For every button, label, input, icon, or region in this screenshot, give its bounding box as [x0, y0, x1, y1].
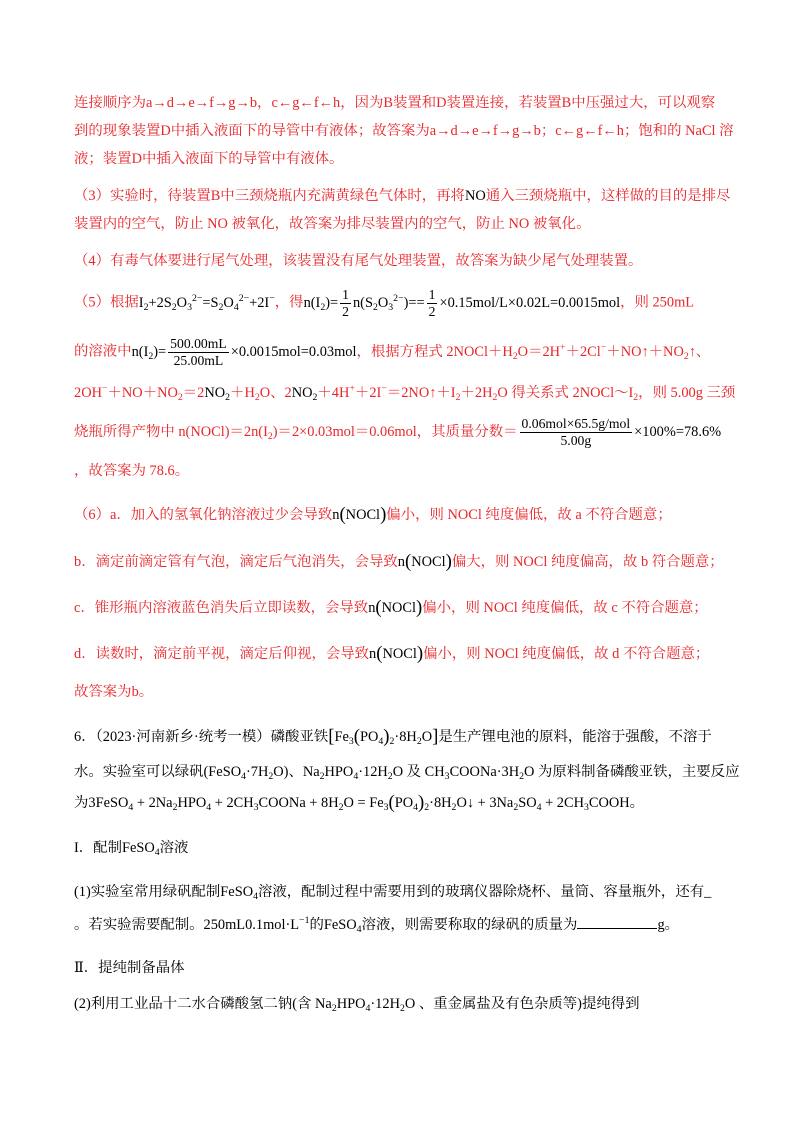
- text: +2I: [249, 294, 270, 311]
- text: + 2Na: [133, 795, 173, 811]
- question-1-line-2: [74, 915, 679, 935]
- answer-blank: [577, 915, 657, 929]
- text-run: [74, 840, 122, 856]
- superscript: 2−: [238, 292, 250, 304]
- text-run: [317, 383, 736, 404]
- text-run: [74, 95, 715, 111]
- subscript: 2: [389, 736, 395, 748]
- text: 的溶液中: [74, 343, 132, 360]
- text: c．锥形瓶内溶液蓝色消失后立即读数，会导致: [74, 600, 369, 616]
- text: SO: [518, 795, 537, 811]
- section-heading-1: [74, 838, 188, 858]
- text: ，故答案为 78.6。: [74, 463, 190, 479]
- text: n: [332, 507, 340, 523]
- text: ·12H: [370, 996, 400, 1012]
- text: 为: [74, 795, 89, 811]
- text: （6）a．加入的氢氧化钠溶液过少会导致: [74, 507, 333, 523]
- text-run: [258, 884, 711, 900]
- fraction-denominator: 25.00mL: [173, 352, 224, 368]
- text: NO: [291, 385, 313, 401]
- text: +2S: [148, 294, 172, 311]
- subscript: 3: [388, 301, 394, 313]
- formula: [368, 597, 423, 619]
- subscript: 4: [536, 802, 542, 814]
- text: ，得: [274, 294, 304, 311]
- text: 3FeSO: [88, 795, 129, 811]
- text: HPO: [177, 795, 207, 811]
- text: ＋NO＋NO: [107, 385, 178, 401]
- text: COOH: [588, 795, 630, 811]
- formula: [220, 884, 258, 903]
- solution-line-16: [74, 682, 153, 702]
- text: 。若实验需要配制。250mL0.1mol·L: [74, 917, 300, 933]
- text: 、重金属盐及有色杂质等)提纯得到: [415, 996, 640, 1012]
- text: COONa + 8H: [258, 795, 339, 811]
- text: O)、Na: [273, 764, 320, 780]
- text: ↑、: [688, 343, 711, 360]
- text: O: [223, 294, 234, 311]
- text: =S: [202, 294, 219, 311]
- subscript: 3: [348, 736, 354, 748]
- text: PO: [360, 729, 379, 745]
- text: n: [397, 554, 405, 570]
- subscript: 3: [444, 771, 450, 783]
- text-run: [362, 917, 679, 933]
- question-2-line-1: [74, 994, 640, 1014]
- bracket: (: [376, 643, 383, 665]
- text: 2OH: [74, 385, 102, 401]
- text: （4）有毒气体要进行尾气处理，该装置没有尾气处理装置，故答案为缺少尾气处理装置。: [74, 253, 643, 269]
- text-run: [423, 646, 709, 662]
- text-run: [620, 295, 694, 311]
- subscript: 2: [492, 392, 498, 404]
- text-run: [74, 729, 328, 745]
- text: ×100%=78.6%: [634, 423, 722, 440]
- superscript: −: [600, 341, 607, 353]
- solution-line-4: [74, 186, 730, 206]
- text: FeSO: [220, 884, 254, 900]
- subscript: 3: [253, 802, 259, 814]
- bracket: ): [380, 504, 387, 526]
- fraction: [168, 336, 229, 368]
- formula: [369, 643, 424, 665]
- superscript: −: [101, 383, 108, 395]
- text: I．配制: [74, 840, 122, 856]
- text: ·8H: [394, 729, 417, 745]
- subscript: 4: [356, 924, 362, 936]
- text-run: [386, 507, 671, 523]
- text-run: [74, 884, 220, 900]
- text: ，则 5.00g 三颈: [638, 385, 736, 401]
- text: O↓ + 3Na: [456, 795, 514, 811]
- subscript: 2: [225, 392, 231, 404]
- text: O、2: [259, 385, 292, 401]
- fraction-denominator: 2: [428, 303, 436, 319]
- subscript: 2: [455, 392, 461, 404]
- text-run: [74, 646, 369, 662]
- text: O = Fe: [343, 795, 384, 811]
- subscript: 4: [206, 802, 212, 814]
- subscript: 4: [253, 891, 258, 903]
- solution-line-7: [74, 287, 694, 319]
- solution-line-14: [74, 598, 708, 618]
- text-run: [74, 383, 205, 404]
- text: NO: [204, 385, 226, 401]
- fraction-numerator: 1: [428, 287, 436, 302]
- formula: [131, 336, 357, 368]
- superscript: −: [269, 292, 275, 304]
- subscript: 3: [584, 802, 589, 814]
- text: O: [377, 294, 389, 311]
- text-run: [230, 385, 292, 404]
- subscript: 4: [365, 1003, 371, 1015]
- text: （5）根据: [74, 294, 139, 311]
- fraction: [520, 416, 633, 448]
- subscript: 2: [683, 350, 689, 362]
- subscript: 2: [513, 802, 519, 814]
- subscript: 2: [416, 736, 422, 748]
- text-run: [415, 996, 639, 1012]
- text-run: [74, 917, 324, 933]
- text: 溶液: [159, 840, 189, 856]
- text-run: [74, 344, 132, 360]
- question-intro-line-1: [74, 727, 712, 747]
- subscript: 2: [267, 430, 273, 442]
- text-run: [356, 341, 711, 362]
- text: NOCl: [381, 600, 417, 616]
- text-run: [275, 295, 304, 311]
- text-run: [74, 795, 88, 811]
- formula: [291, 385, 318, 404]
- subscript: 2: [387, 771, 393, 783]
- text-run: [74, 960, 185, 976]
- subscript: 2: [268, 771, 274, 783]
- text-run: [630, 795, 644, 811]
- bracket: ): [416, 597, 423, 619]
- subscript: 2: [312, 392, 318, 404]
- text: ×0.0015mol=0.03mol: [230, 343, 357, 360]
- text: + 2CH: [541, 795, 584, 811]
- formula: [465, 188, 486, 204]
- formula: [397, 551, 452, 573]
- text: NOCl: [382, 646, 417, 662]
- text: ·7H: [246, 764, 269, 780]
- text-run: [74, 123, 734, 139]
- text-run: [74, 554, 398, 570]
- text-run: [486, 188, 731, 204]
- superscript: +: [560, 341, 566, 353]
- solution-line-12: [74, 505, 672, 525]
- superscript: 2−: [393, 292, 404, 304]
- bracket: (: [339, 504, 346, 526]
- text: 装置内的空气，防止 NO 被氧化，故答案为排尽装置内的空气，防止 NO 被氧化。: [74, 216, 591, 232]
- text: Na: [315, 996, 332, 1012]
- text: ，则 250mL: [620, 294, 695, 311]
- bracket: ): [418, 792, 425, 814]
- text: ＋H: [230, 385, 255, 401]
- text: b．滴定前滴定管有气泡，滴定后气泡消失，会导致: [74, 554, 398, 570]
- formula: [323, 917, 362, 936]
- text: )=: [153, 343, 167, 360]
- formula: [518, 416, 722, 448]
- bracket: (: [353, 726, 360, 748]
- formula: [303, 287, 621, 319]
- subscript: 2: [218, 301, 224, 313]
- formula: [204, 385, 231, 404]
- formula: [121, 840, 160, 859]
- text: ＝2NO↑＋I: [386, 385, 456, 401]
- text: 水。实验室可以绿矾(FeSO: [74, 764, 242, 780]
- text: O 为原料制备磷酸亚铁，主要反应: [524, 764, 740, 780]
- text-run: [74, 996, 315, 1012]
- subscript: 4: [413, 802, 419, 814]
- text: O: [404, 996, 416, 1012]
- text: 偏小，则 NOCl 纯度偏低，故 a 不符合题意；: [386, 507, 672, 523]
- text-run: [74, 600, 368, 616]
- formula: [332, 504, 387, 526]
- text: ，根据方程式 2NOCl＋H: [356, 343, 513, 360]
- subscript: 2: [320, 301, 326, 313]
- fraction-numerator: 500.00mL: [170, 336, 227, 351]
- text-run: [74, 764, 740, 783]
- subscript: 2: [338, 802, 344, 814]
- text: ＋NO↑＋NO: [606, 343, 684, 360]
- subscript: 2: [148, 350, 154, 362]
- text: d．读数时，滴定前平视，滴定后仰视，会导致: [74, 646, 370, 662]
- text: I: [138, 294, 144, 311]
- text: n(I: [131, 343, 149, 360]
- fraction: [427, 287, 438, 319]
- text: 溶液，则需要称取的绿矾的质量为: [361, 917, 578, 933]
- subscript: 2: [177, 392, 183, 404]
- subscript: 2: [319, 771, 325, 783]
- text: ＋2I: [354, 385, 382, 401]
- superscript: +: [349, 383, 355, 395]
- solution-line-9: [74, 383, 735, 403]
- text: )==: [403, 294, 425, 311]
- question-intro-line-3: [74, 793, 644, 813]
- text: O 及 CH: [392, 764, 445, 780]
- solution-line-10: [74, 416, 721, 448]
- text: ＋2Cl: [565, 343, 601, 360]
- text: )=: [325, 294, 339, 311]
- text: n: [368, 600, 376, 616]
- text: 6．（2023·河南新乡·统考一模）磷酸亚铁: [74, 729, 329, 745]
- text: 故答案为b。: [74, 684, 154, 700]
- text: 烧瓶所得产物中 n(NOCl)＝2n(I: [74, 423, 268, 440]
- text: n: [369, 646, 377, 662]
- bracket: ): [445, 551, 452, 573]
- text-run: [74, 216, 590, 232]
- fraction-denominator: 2: [342, 303, 349, 319]
- solution-line-15: [74, 644, 709, 664]
- text: Ⅱ．提纯制备晶体: [74, 960, 185, 976]
- text: n(I: [303, 294, 321, 311]
- question-1-line-1: [74, 882, 711, 902]
- text: (2)利用工业品十二水合磷酸氢二钠(含: [74, 996, 316, 1012]
- text: ·8H: [429, 795, 452, 811]
- text: ·12H: [358, 764, 388, 780]
- text-run: [74, 684, 153, 700]
- text: 连接顺序为a→d→e→f→g→b，c←g←f←h，因为B装置和D装置连接，若装置B中压强过大，可以观察: [74, 95, 716, 111]
- text-run: [74, 188, 465, 204]
- text-run: [422, 600, 707, 616]
- text: 偏小，则 NOCl 纯度偏低，故 d 不符合题意；: [423, 646, 710, 662]
- subscript: 4: [353, 771, 359, 783]
- formula: [315, 996, 416, 1015]
- subscript: 2: [372, 301, 378, 313]
- bracket: (: [388, 792, 395, 814]
- solution-line-11: [74, 461, 189, 481]
- text: O＝2H: [517, 343, 561, 360]
- text: 溶液，配制过程中需要用到的玻璃仪器除烧杯、量筒、容量瓶外，还有_: [257, 884, 712, 900]
- fraction-numerator: 0.06mol×65.5g/mol: [521, 416, 631, 431]
- subscript: 2: [519, 771, 524, 783]
- text-run: [74, 295, 139, 311]
- section-heading-2: [74, 958, 185, 978]
- subscript: 2: [633, 392, 639, 404]
- text-run: [438, 729, 711, 745]
- formula: [138, 292, 275, 313]
- text-run: [74, 253, 642, 269]
- subscript: 4: [233, 301, 239, 313]
- subscript: 4: [241, 771, 246, 783]
- bracket: (: [375, 597, 382, 619]
- text: 偏大，则 NOCl 纯度偏高，故 b 符合题意；: [451, 554, 724, 570]
- text: ＝2: [182, 385, 205, 401]
- text: HPO: [324, 764, 354, 780]
- text: 是生产锂电池的原料，能溶于强酸，不溶于: [438, 729, 712, 745]
- solution-line-8: [74, 336, 710, 368]
- text: O: [176, 294, 188, 311]
- text: n(S: [352, 294, 373, 311]
- fraction: [340, 287, 351, 319]
- text: NOCl: [345, 507, 381, 523]
- superscript: −: [381, 383, 387, 395]
- formula: [88, 792, 630, 814]
- text: 的: [309, 917, 324, 933]
- solution-line-5: [74, 214, 590, 234]
- subscript: 2: [172, 802, 178, 814]
- bracket: ]: [432, 726, 439, 748]
- text: ＋4H: [317, 385, 350, 401]
- subscript: 3: [383, 802, 389, 814]
- text: O 得关系式 2NOCl～I: [497, 385, 634, 401]
- bracket: (: [405, 551, 412, 573]
- bracket: [: [328, 726, 335, 748]
- text: HPO: [336, 996, 366, 1012]
- text: )＝2×0.03mol＝0.06mol，其质量分数＝: [272, 423, 518, 440]
- fraction-numerator: 1: [342, 287, 349, 302]
- solution-line-1: [74, 93, 715, 113]
- superscript: 2−: [191, 292, 203, 304]
- text: FeSO: [323, 917, 357, 933]
- text: 偏小，则 NOCl 纯度偏低，故 c 不符合题意；: [422, 600, 708, 616]
- solution-line-3: [74, 149, 343, 169]
- text: COONa·3H: [449, 764, 520, 780]
- text-run: [74, 507, 332, 523]
- subscript: 2: [451, 802, 457, 814]
- text: 到的现象装置D中插入液面下的导管中有液体；故答案为a→d→e→f→g→b；c←g←f←h；饱和的 NaCl 溶: [74, 123, 734, 139]
- text: （3）实验时，待装置B中三颈烧瓶内充满黄绿色气体时，再将: [74, 188, 465, 204]
- formula: [328, 726, 439, 748]
- text: ×0.15mol/L×0.02L=0.0015mol: [439, 294, 621, 311]
- subscript: 2: [512, 350, 518, 362]
- subscript: 3: [187, 301, 192, 313]
- superscript: −1: [299, 915, 310, 927]
- subscript: 2: [143, 301, 149, 313]
- solution-line-6: [74, 251, 642, 271]
- text: O: [421, 729, 433, 745]
- bracket: ): [416, 643, 424, 665]
- solution-line-13: [74, 552, 724, 572]
- text: 液；装置D中插入液面下的导管中有液体。: [74, 151, 344, 167]
- text-run: [452, 554, 724, 570]
- text: NOCl: [411, 554, 446, 570]
- subscript: 2: [424, 802, 430, 814]
- subscript: 4: [378, 736, 384, 748]
- text: 通入三颈烧瓶中，这样做的目的是排尽: [485, 188, 731, 204]
- text: ＋2H: [460, 385, 493, 401]
- subscript: 2: [331, 1003, 337, 1015]
- text: NO: [464, 188, 486, 204]
- subscript: 2: [254, 392, 260, 404]
- text: Fe: [334, 729, 349, 745]
- text: 。: [629, 795, 645, 811]
- bracket: ): [383, 726, 390, 748]
- text: PO: [394, 795, 414, 811]
- text-run: [74, 151, 343, 167]
- subscript: 4: [154, 847, 160, 859]
- text: + 2CH: [211, 795, 254, 811]
- fraction-denominator: 5.00g: [560, 432, 592, 448]
- text-run: [74, 424, 518, 440]
- solution-line-2: [74, 121, 734, 141]
- text-run: [160, 840, 189, 856]
- text: FeSO: [121, 840, 155, 856]
- subscript: 2: [171, 301, 177, 313]
- question-intro-line-2: [74, 762, 739, 782]
- subscript: 4: [128, 802, 134, 814]
- text: g。: [657, 917, 680, 933]
- text: (1)实验室常用绿矾配制: [74, 884, 221, 900]
- text-run: [74, 463, 189, 479]
- subscript: 2: [399, 1003, 405, 1015]
